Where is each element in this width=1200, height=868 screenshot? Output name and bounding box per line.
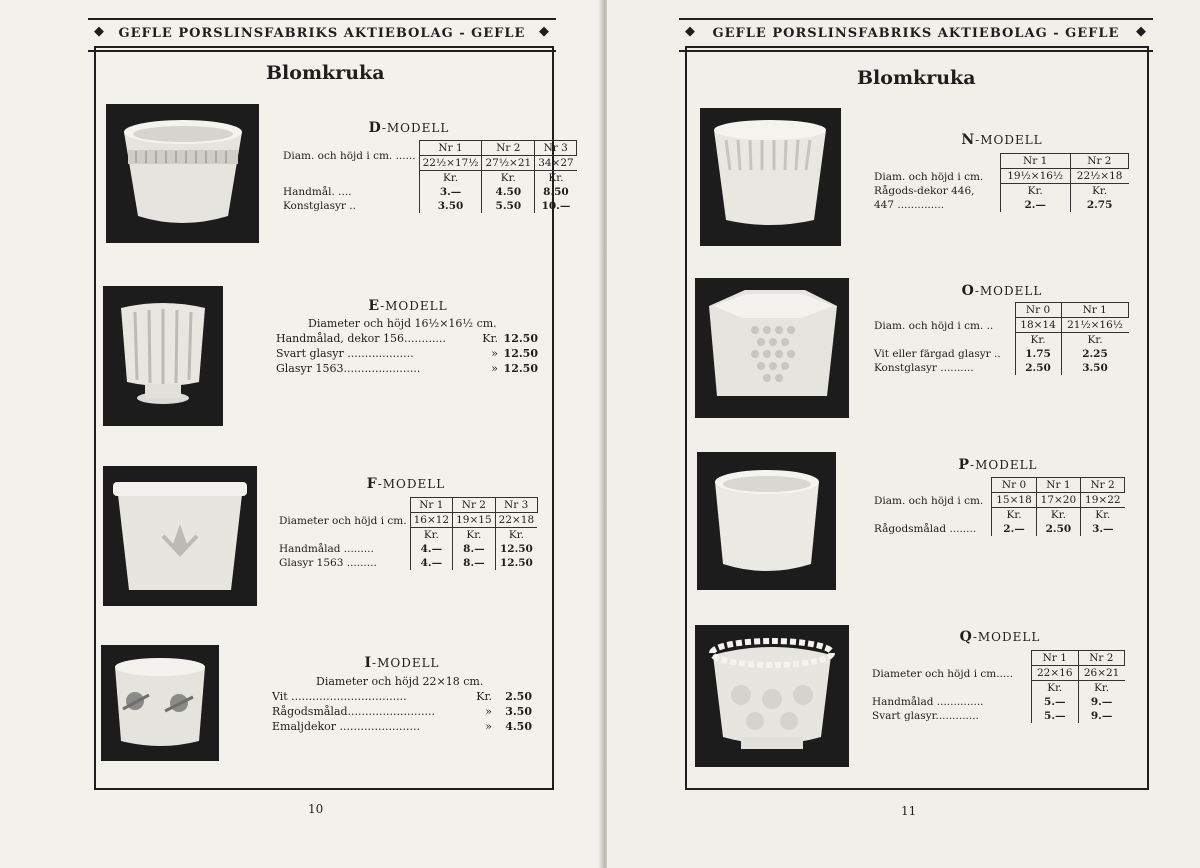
- model-title-o: O-MODELL: [961, 283, 1043, 299]
- product-photo-p: [697, 452, 836, 590]
- product-photo-f: [103, 466, 257, 606]
- price-table-q: Diameter och höjd i cm..... Nr 1 Nr 2 22×16 26×21 Kr. Kr. Handmålad .............. 5.— 9.— Svart glasyr............. 5.— 9.—: [869, 650, 1125, 723]
- header-text: GEFLE PORSLINSFABRIKS AKTIEBOLAG - GEFLE: [118, 26, 526, 41]
- price-row: Handmålad, dekor 156............ Kr. 12.50: [276, 332, 538, 345]
- page-title: Blomkruka: [857, 67, 976, 89]
- price-row: Vit ................................. Kr. 2.50: [272, 690, 532, 703]
- product-photo-i: [101, 645, 219, 761]
- model-title-p: P-MODELL: [958, 457, 1038, 473]
- page-number: 11: [901, 804, 917, 818]
- dimension-line: Diameter och höjd 16½×16½ cm.: [308, 317, 497, 330]
- price-row: Rågodsmålad......................... » 3.50: [272, 705, 532, 718]
- price-list-e: [276, 316, 538, 376]
- price-table-d: Diam. och höjd i cm. ...... Nr 1 Nr 2 Nr 3 22½×17½ 27½×21 34×27 Kr. Kr. Kr. Handmål. .... 3.— 4.50 8.50 Konstglasyr .. 3.50 5.50 10.—: [280, 140, 577, 213]
- dimension-line: Diameter och höjd 22×18 cm.: [316, 675, 484, 688]
- price-row: Glasyr 1563...................... » 12.50: [276, 362, 538, 375]
- product-photo-n: [700, 108, 841, 246]
- price-table-o: Diam. och höjd i cm. .. Nr 0 Nr 1 18×14 21½×16½ Kr. Kr. Vit eller färgad glasyr .. 1.75 2.25 Konstglasyr .......... 2.50 3.50: [871, 302, 1129, 375]
- price-table-f: Diameter och höjd i cm. Nr 1 Nr 2 Nr 3 16×12 19×15 22×18 Kr. Kr. Kr. Handmålad ......... 4.— 8.— 12.50 Glasyr 1563 ......... 4.— 8.— 12.50: [276, 497, 538, 570]
- header-text: GEFLE PORSLINSFABRIKS AKTIEBOLAG - GEFLE: [712, 26, 1120, 41]
- price-row: Svart glasyr ................... » 12.50: [276, 347, 538, 360]
- model-title-q: Q-MODELL: [959, 629, 1041, 645]
- price-table-p: Diam. och höjd i cm. Nr 0 Nr 1 Nr 2 15×18 17×20 19×22 Kr. Kr. Kr. Rågodsmålad ........ 2.— 2.50 3.—: [871, 477, 1125, 536]
- model-title-i: I-MODELL: [364, 655, 440, 671]
- page-number: 10: [308, 802, 324, 816]
- page-title: Blomkruka: [266, 62, 385, 84]
- price-list-i: [272, 674, 532, 734]
- model-title-e: E-MODELL: [368, 298, 448, 314]
- model-title-d: D-MODELL: [368, 120, 450, 136]
- product-photo-o: [695, 278, 849, 418]
- model-title-f: F-MODELL: [366, 476, 446, 492]
- right-page: [607, 0, 1200, 868]
- diamond-icon: ◆: [94, 24, 105, 39]
- diamond-icon: ◆: [685, 24, 696, 39]
- price-table-n: Diam. och höjd i cm. Nr 1 Nr 2 19½×16½ 22½×18 Rågods-dekor 446, Kr. Kr. 447 .............. 2.— 2.75: [871, 153, 1129, 212]
- diamond-icon: ◆: [1136, 24, 1147, 39]
- product-photo-e: [103, 286, 223, 426]
- diamond-icon: ◆: [539, 24, 550, 39]
- model-title-n: N-MODELL: [961, 132, 1043, 148]
- product-photo-d: [106, 104, 259, 243]
- price-row: Emaljdekor ....................... » 4.50: [272, 720, 532, 733]
- product-photo-q: [695, 625, 849, 767]
